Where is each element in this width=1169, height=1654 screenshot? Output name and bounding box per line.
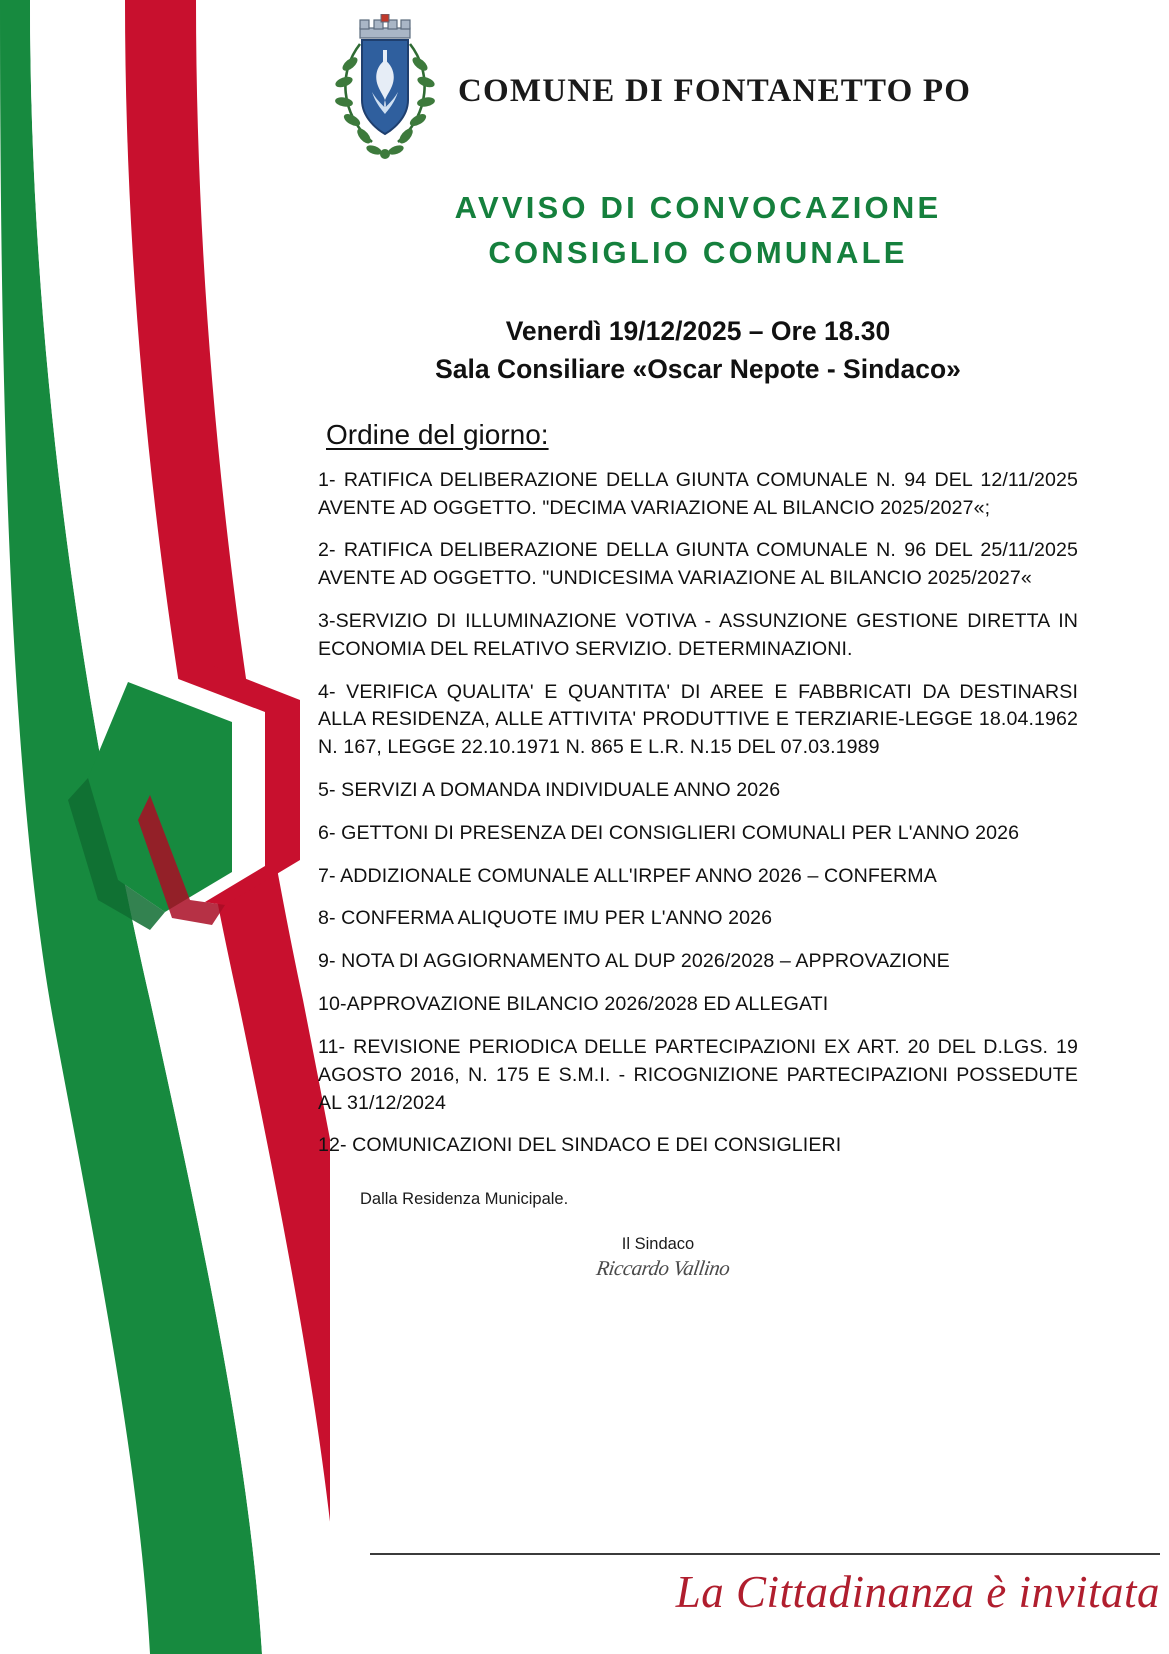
agenda-list	[318, 467, 1078, 1160]
comune-title: COMUNE DI FONTANETTO PO	[458, 73, 972, 109]
invitation-text: La Cittadinanza è invitata	[675, 1567, 1160, 1617]
agenda-item: 8- CONFERMA ALIQUOTE IMU PER L'ANNO 2026	[318, 907, 773, 930]
meeting-datetime-block	[318, 312, 1078, 389]
agenda-item: 9- NOTA DI AGGIORNAMENTO AL DUP 2026/2028 – APPROVAZIONE	[318, 950, 950, 973]
residence-note: Dalla Residenza Municipale.	[360, 1190, 569, 1209]
document-header	[330, 14, 1140, 169]
municipal-crest-icon	[330, 14, 440, 169]
meeting-date: Venerdì 19/12/2025 – Ore 18.30	[505, 315, 891, 346]
agenda-item: 7- ADDIZIONALE COMUNALE ALL'IRPEF ANNO 2026 – CONFERMA	[318, 864, 937, 887]
agenda-item: 6- GETTONI DI PRESENZA DEI CONSIGLIERI COMUNALI PER L'ANNO 2026	[318, 821, 1020, 844]
shield	[362, 40, 408, 134]
footer-divider	[370, 1553, 1160, 1555]
agenda-item: 1- RATIFICA DELIBERAZIONE DELLA GIUNTA COMUNALE N. 94 DEL 12/11/2025 AVENTE AD OGGETTO. "DECIMA VARIAZIONE AL BILANCIO 2025/2027«;	[318, 468, 1078, 519]
notice-body	[318, 186, 1078, 1281]
agenda-item: 12- COMUNICAZIONI DEL SINDACO E DEI CONSIGLIERI	[318, 1134, 842, 1157]
agenda-item: 5- SERVIZI A DOMANDA INDIVIDUALE ANNO 2026	[318, 779, 781, 802]
agenda-item: 2- RATIFICA DELIBERAZIONE DELLA GIUNTA COMUNALE N. 96 DEL 25/11/2025 AVENTE AD OGGETTO. "UNDICESIMA VARIAZIONE AL BILANCIO 2025/2027«	[318, 539, 1078, 590]
mayor-signature: Riccardo Vallino	[594, 1256, 732, 1281]
agenda-item: 10-APPROVAZIONE BILANCIO 2026/2028 ED ALLEGATI	[318, 993, 829, 1016]
notice-heading	[318, 186, 1078, 276]
notice-heading-line2: CONSIGLIO COMUNALE	[488, 234, 908, 270]
agenda-item: 4- VERIFICA QUALITA' E QUANTITA' DI AREE E FABBRICATI DA DESTINARSI ALLA RESIDENZA, ALLE ATTIVITA' PRODUTTIVE E TERZIARIE-LEGGE 18.04.1962 N. 167, LEGGE 22.10.1971 N. 865 E L.R. N.15 DEL 07.03.1989	[318, 680, 1078, 759]
agenda-title: Ordine del giorno:	[326, 418, 549, 450]
flag-ribbon-graphic	[0, 0, 330, 1654]
agenda-item: 3-SERVIZIO DI ILLUMINAZIONE VOTIVA - ASSUNZIONE GESTIONE DIRETTA IN ECONOMIA DEL RELATIVO SERVIZIO. DETERMINAZIONI.	[318, 609, 1078, 660]
meeting-venue: Sala Consiliare «Oscar Nepote - Sindaco»	[435, 354, 961, 385]
mayor-label: Il Sindaco	[621, 1235, 695, 1254]
italian-flag-ribbon-decoration	[0, 0, 330, 1654]
agenda-item: 11- REVISIONE PERIODICA DELLE PARTECIPAZIONI EX ART. 20 DEL D.LGS. 19 AGOSTO 2016, N. 175 E S.M.I. - RICOGNIZIONE PARTECIPAZIONI POSSEDUTE AL 31/12/2024	[318, 1035, 1078, 1114]
notice-heading-line1: AVVISO DI CONVOCAZIONE	[454, 190, 942, 225]
mural-crown	[360, 14, 410, 38]
